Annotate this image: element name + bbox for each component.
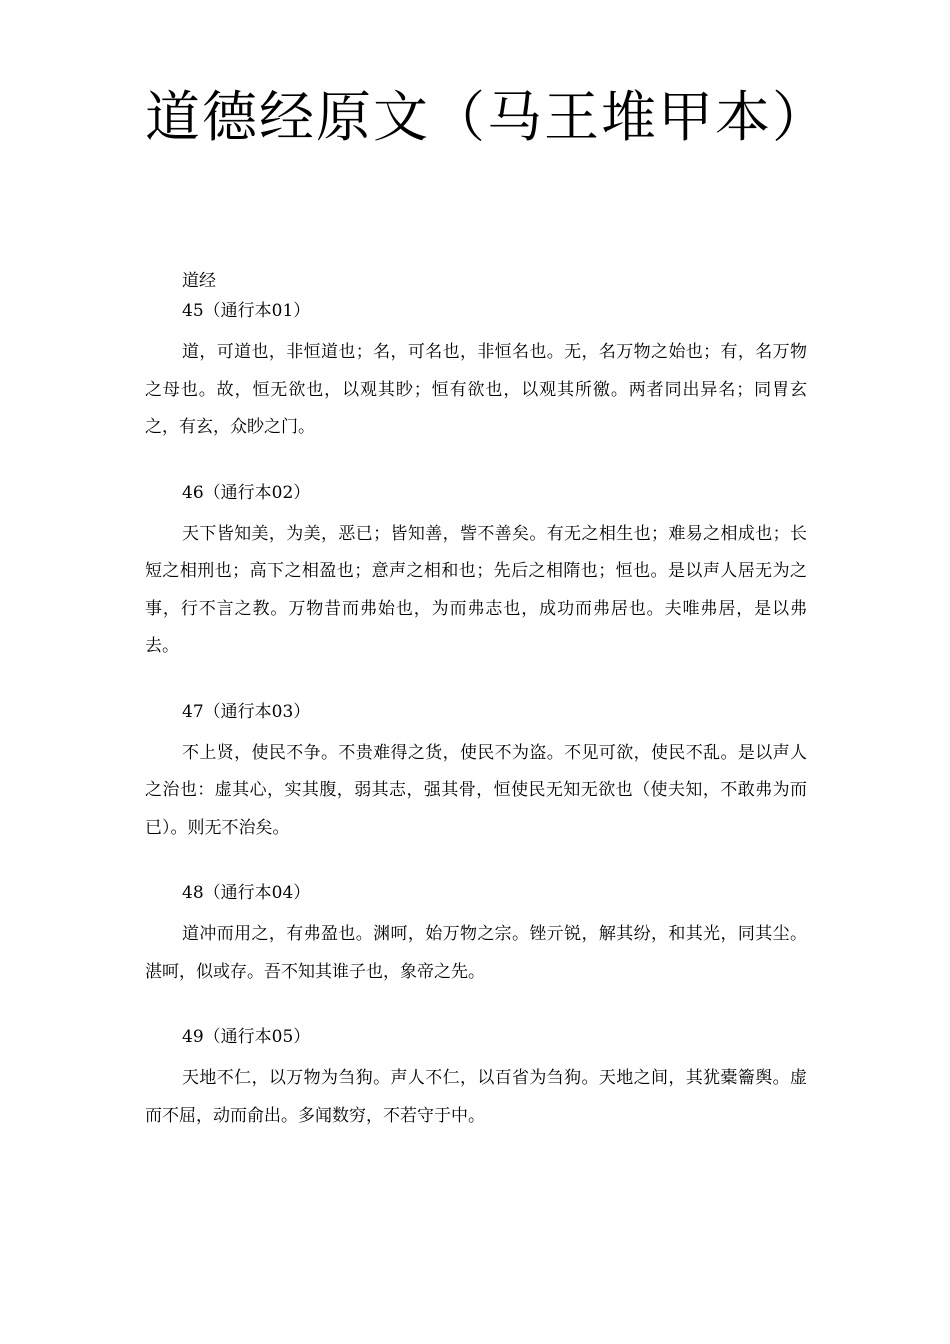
part-label: 道经 <box>182 271 216 291</box>
chapter-heading: 48（通行本04） <box>182 883 311 903</box>
chapter-heading: 45（通行本01） <box>182 301 311 321</box>
chapter-48 <box>145 878 807 991</box>
document-title: 道德经原文（马王堆甲本） <box>145 85 830 149</box>
chapter-46 <box>145 478 807 666</box>
chapter-text: 天地不仁，以万物为刍狗。声人不仁，以百省为刍狗。天地之间，其犹橐籥舆。虚而不屈，动而俞出。多闻数穷，不若守于中。 <box>145 1068 807 1126</box>
chapter-45 <box>145 296 807 447</box>
chapter-text: 不上贤，使民不争。不贵难得之货，使民不为盗。不见可欲，使民不乱。是以声人之治也：虚其心，实其腹，弱其志，强其骨，恒使民无知无欲也（使夫知，不敢弗为而已）。则无不治矣。 <box>145 742 807 838</box>
chapter-heading: 47（通行本03） <box>182 701 311 722</box>
chapter-47 <box>145 697 807 848</box>
chapter-heading: 46（通行本02） <box>182 482 311 503</box>
chapter-heading: 49（通行本05） <box>182 1027 311 1047</box>
chapter-text: 道，可道也，非恒道也；名，可名也，非恒名也。无，名万物之始也；有，名万物之母也。故，恒无欲也，以观其眇；恒有欲也，以观其所徼。两者同出异名；同胃玄之，有玄，众眇之门。 <box>145 342 807 437</box>
document-body <box>145 266 807 1166</box>
chapter-text: 道冲而用之，有弗盈也。渊呵，始万物之宗。锉亓锐，解其纷，和其光，同其尘。湛呵，似或存。吾不知其谁子也，象帝之先。 <box>145 924 807 982</box>
chapter-text: 天下皆知美，为美，恶已；皆知善，訾不善矣。有无之相生也；难易之相成也；长短之相刑也；高下之相盈也；意声之相和也；先后之相隋也；恒也。是以声人居无为之事，行不言之教。万物昔而弗始也，为而弗志也，成功而弗居也。夫唯弗居，是以弗去。 <box>145 523 807 656</box>
chapter-49 <box>145 1022 807 1135</box>
